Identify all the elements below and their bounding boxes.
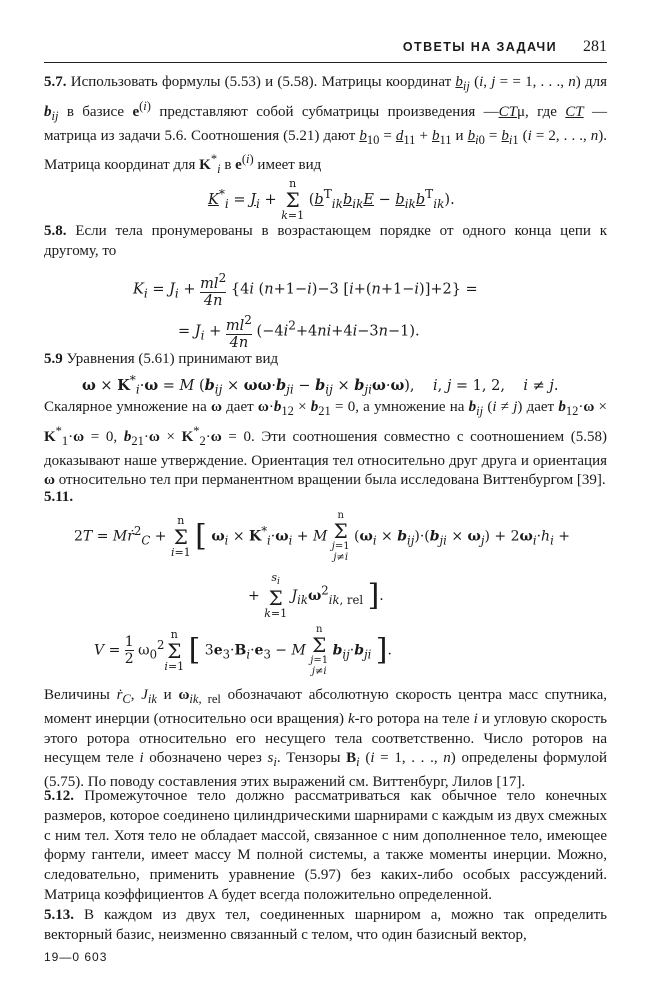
- answer-5-9-text: Скалярное умножение на ω дает $\omega\cdot b_{12} \times b_{21} = 0$, а умножение на $b_{ij}$ (i ≠ j) дает $b_{12}\cdot\omega \times K^*_1\cdot\omega = 0$, $b_{21}\cdot\omega \times K^*_2\cdot\omega = 0$. Эти соотношения совместно с соотношением (5.58) доказывают наше утверждение. Ориентация тел относительно друг друга и ориентация ω относительно тел при перманентном вращении была исследована Виттенбургом [39].: [44, 399, 607, 489]
- running-title: ОТВЕТЫ НА ЗАДАЧИ: [402, 40, 557, 54]
- formula-5-11-T-line1: 2T = Mṙ$^2_C$ + n Σ i=1 [ $\omega_i \times K^*_i\cdot\omega_i + M$ n Σ j=1 j≠i $(\omega_i \times b_{ij})\cdot(b_{ji} \times \omega_j) + 2\omega_i\cdot h_i$ +: [74, 510, 570, 563]
- running-header: [44, 40, 607, 63]
- answer-text: Промежуточное тело должно рассматриваться как обычное тело конечных размеров, которое соединено цилиндрическими шарнирами с каждым из двух смежных с ним тел. Хотя тело не обладает массой, связанное с ним дополненное тело, имеющее форму гантели, имеет массу M полной системы, а также моменты инерции. Можно, следовательно, применить уравнение (5.97) без каких-либо особых рассуждений. Матрица коэффициентов A будет всегда положительно определенной.: [44, 788, 607, 903]
- answer-5-13: [44, 906, 607, 946]
- formula-5-8-line1: $K_i = J_i + ml^2$ 4n {4i (n+1−i)−3 [i+(n+1−i)]+2} =: [133, 271, 478, 309]
- answer-5-11: [44, 488, 607, 508]
- formula-5-8-line2: = $J_i + ml^2$ 4n $(-4i^2+4ni+4i-3n-1)$.: [178, 313, 420, 351]
- answer-5-11-text: Величины ṙ$_C$, $J_{ik}$ и $\omega_{ik, rel}$ обозначают абсолютную скорость центра масс спутника, момент инерции (относительно оси вращения) k-го ротора на теле i и угловую скорость этого ротора относительно его несущего тела соответственно. Число роторов на несущем теле i обозначено через $s_i$. Тензоры $B_i$ (i = 1, . . ., n) определены формулой (5.75). По поводу составления этих выражений см. Виттенбург, Лилов [17].: [44, 687, 608, 791]
- answer-5-8: [44, 222, 607, 262]
- answer-number: 5.13.: [44, 907, 74, 923]
- printer-signature: 19—0 603: [44, 950, 108, 964]
- formula-5-9: $\omega \times K^*_i\cdot\omega = M$ $(b_{ij} \times \omega\omega\cdot b_{ji} - b_{ij} \times b_{ji}\omega\cdot\omega)$, i, j = 1, 2, i ≠ j.: [82, 373, 559, 397]
- answer-5-12: [44, 787, 607, 906]
- answer-intro: Уравнения (5.61) принимают вид: [66, 351, 279, 367]
- answer-number: 5.11.: [44, 489, 74, 505]
- answer-5-9: [44, 350, 607, 370]
- answer-number: 5.9: [44, 351, 63, 367]
- answer-text: Если тела пронумерованы в возрастающем порядке от одного конца цепи к другому, то: [44, 223, 608, 259]
- answer-number: 5.12.: [44, 788, 74, 804]
- formula-5-11-T-line2: + $s_i$ Σ k=1 $J_{ik}\omega^2_{ik, rel}$ ].: [248, 571, 384, 621]
- formula-text: $K^*_i = J_i + n$ Σ k=1 $(b^T_{ik}b_{ik}E - b_{ik}b^T_{ik})$.: [208, 177, 455, 222]
- page-number: 281: [583, 38, 607, 55]
- answer-number: 5.8.: [44, 223, 67, 239]
- answer-number: 5.7.: [44, 74, 67, 90]
- formula-5-11-V: V = 1 2 $\omega_0^2n$ Σ i=1 [ $3e_3\cdot B_i\cdot e_3 - M$ n Σ j=1 j≠i $b_{ij}\cdot b_{ji}$ ].: [94, 624, 392, 677]
- answer-5-7: 5.7. Использовать формулы (5.53) и (5.58). Матрицы координат $b_{ij}$ (i, j = = 1, . . ., n) для $b_{ij}$ в базисе $e^{(i)}$ представляют собой субматрицы произведения —CTμ, где CT — матрица из задачи 5.6. Соотношения (5.21) дают $b_{10} = d_{11} + b_{11}$ и $b_{i0} = b_{i1}$ (i = 2, . . ., n). Матрица координат для $K^*_i$ в $e^{(i)}$ имеет вид: [44, 74, 608, 177]
- answer-text: В каждом из двух тел, соединенных шарниром a, можно так определить векторный базис, неизменно связанный с телом, что один базисный вектор,: [44, 907, 608, 943]
- formula-5-7: [208, 178, 455, 222]
